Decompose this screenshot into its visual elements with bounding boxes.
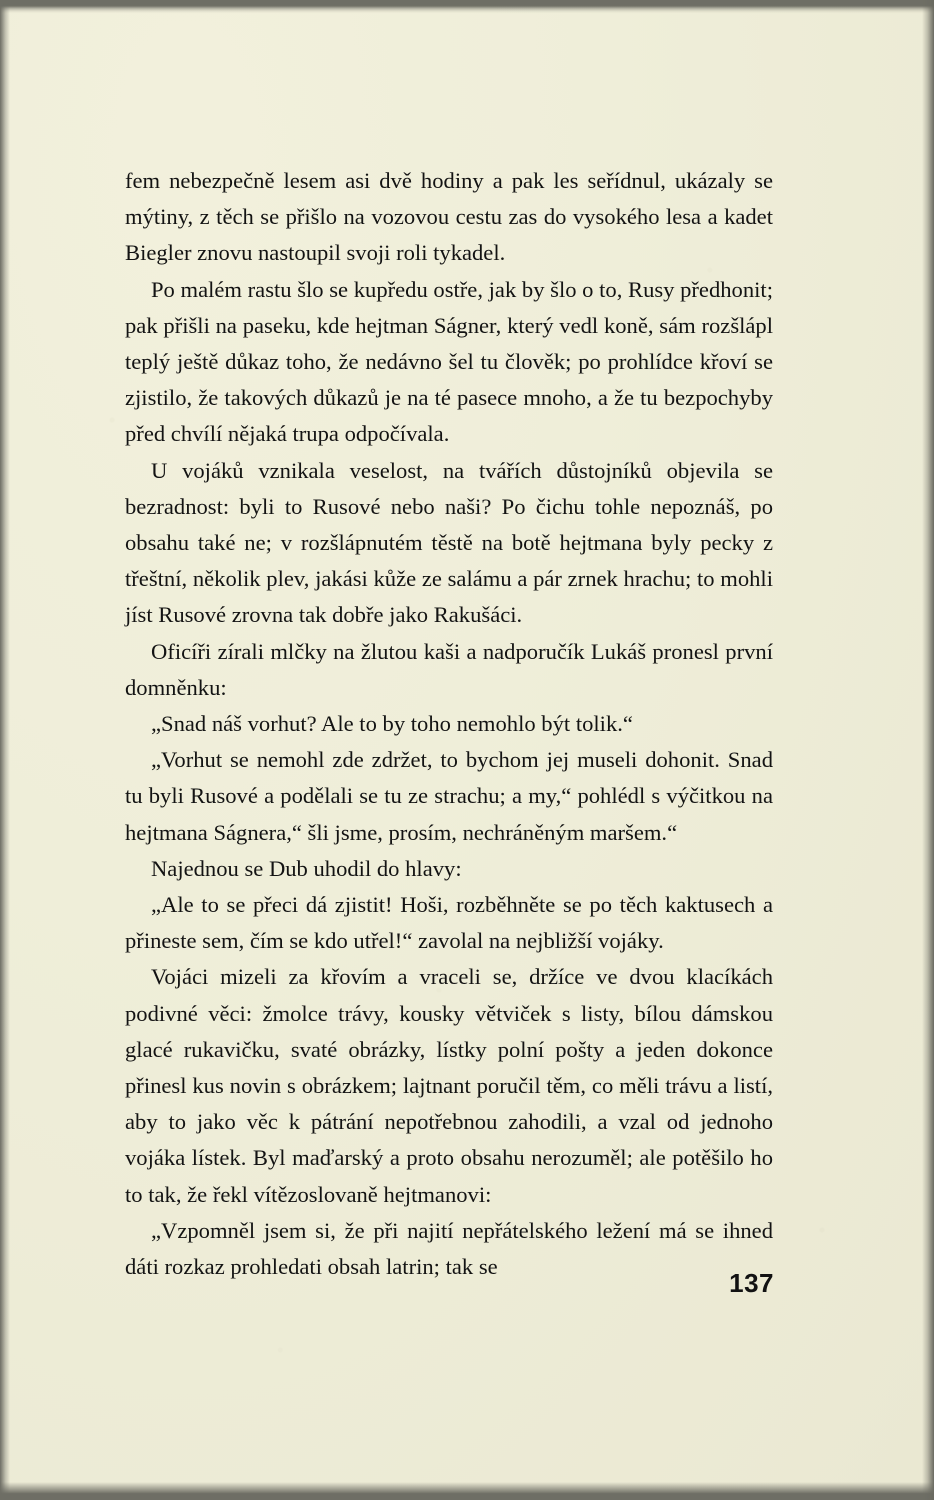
paragraph-dialogue: „Ale to se přeci dá zjistit! Hoši, rozběhněte se po těch kaktusech a přineste sem, čím se kdo utřel!“ zavolal na nejbližší vojáky. [125,892,773,954]
paragraph: Oficíři zírali mlčky na žlutou kaši a nadporučík Lukáš pronesl první domněnku: [125,638,773,700]
paragraph: Najednou se Dub uhodil do hlavy: [150,855,462,881]
page-edge-top [0,0,934,14]
paragraph: Po malém rastu šlo se kupředu ostře, jak by šlo o to, Rusy předhonit; pak přišli na paseku, kde hejtman Ságner, který vedl koně, sám rozšlápl teplý ještě důkaz toho, že nedávno šel tu člověk; po prohlídce křoví se zjistilo, že takových důkazů je na té pasece mnoho, a že tu bezpochyby před chvílí nějaká trupa odpočívala. [125,276,773,447]
paragraph-dialogue: „Snad náš vorhut? Ale to by toho nemohlo být tolik.“ [150,711,633,737]
paragraph: fem nebezpečně lesem asi dvě hodiny a pak les seřídnul, ukázaly se mýtiny, z těch se přišlo na vozovou cestu zas do vysokého lesa a kadet Biegler znovu nastoupil svoji roli tykadel. [125,168,773,266]
paragraph-dialogue: „Vzpomněl jsem si, že při najití nepřátelského ležení má se ihned dáti rozkaz prohledati obsah latrin; tak se [125,1217,773,1280]
page-number: 137 [729,1268,774,1298]
paragraph: Vojáci mizeli za křovím a vraceli se, držíce ve dvou klacíkách podivné věci: žmolce trávy, kousky větviček s listy, bílou dámskou glacé rukavičku, svaté obrázky, lístky polní pošty a jeden dokonce přinesl kus novin s obrázkem; lajtnant poručil těm, co měli trávu a listí, aby to jako věc k pátrání nepotřebnou zahodili, a vzal od jednoho vojáka lístek. Byl maďarský a proto obsahu nerozuměl; ale potěšilo ho to tak, že řekl vítězoslovaně hejtmanovi: [125,964,773,1207]
paragraph-dialogue: „Vorhut se nemohl zde zdržet, to bychom jej museli dohonit. Snad tu byli Rusové a podělali se tu ze strachu; a my,“ pohlédl s výčitkou na hejtmana Ságnera,“ šli jsme, prosím, nechráněným maršem.“ [125,747,773,845]
page-edge-bottom [0,1482,934,1500]
paragraph: U vojáků vznikala veselost, na tvářích důstojníků objevila se bezradnost: byli to Rusové nebo naši? Po čichu tohle nepoznáš, po obsahu také ne; v rozšlápnutém těstě na botě hejtmana byly pecky z třeštní, několik plev, jakási kůže ze salámu a pár zrnek hrachu; to mohli jíst Rusové zrovna tak dobře jako Rakušáci. [125,457,773,628]
body-text [125,163,773,1285]
page-edge-right [922,0,934,1500]
page-edge-left [0,0,10,1500]
